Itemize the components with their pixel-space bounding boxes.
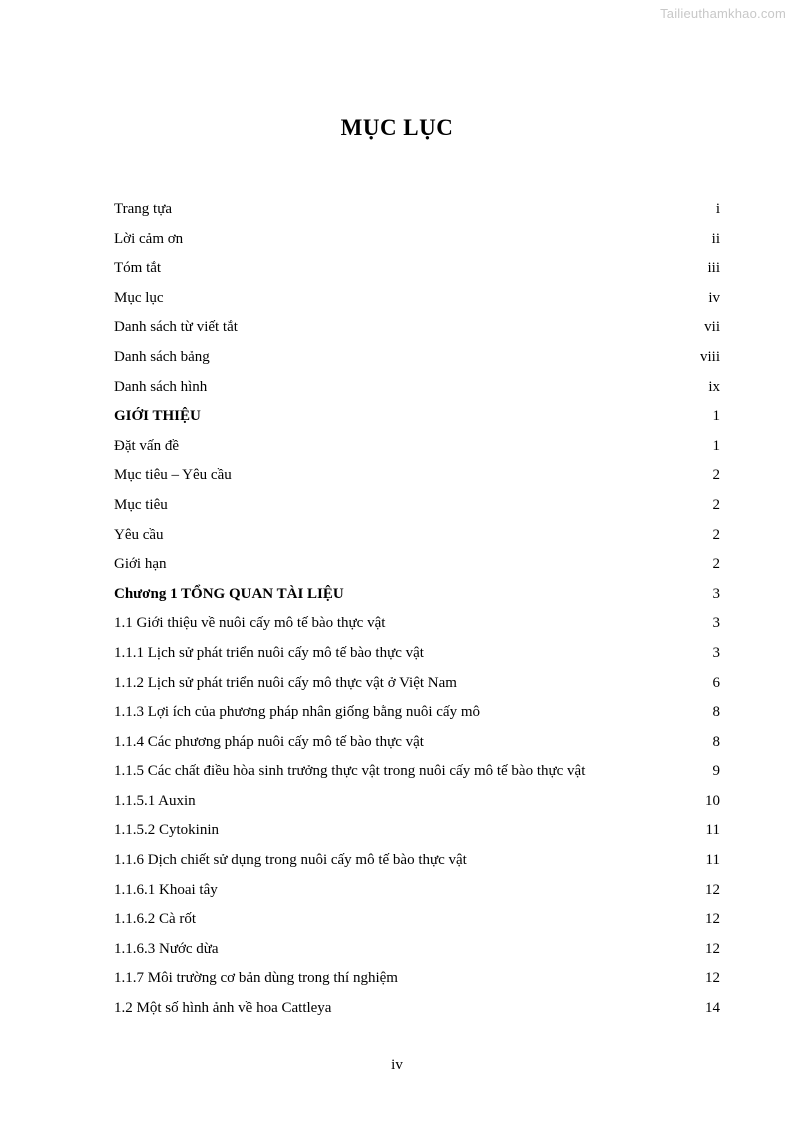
toc-entry-title: Danh sách bảng bbox=[114, 348, 210, 365]
toc-entry[interactable] bbox=[114, 550, 720, 580]
toc-entry-page: 6 bbox=[712, 674, 720, 691]
toc-entry-page: 8 bbox=[712, 704, 720, 721]
toc-entry-title: Mục lục bbox=[114, 289, 164, 306]
toc-entry-page: ii bbox=[711, 230, 720, 247]
toc-entry-title: Mục tiêu bbox=[114, 496, 168, 513]
toc-entry-page: 9 bbox=[712, 763, 720, 780]
toc-entry-page: 2 bbox=[712, 526, 720, 543]
toc-entry[interactable] bbox=[114, 876, 720, 906]
toc-entry-title: Chương 1 TỔNG QUAN TÀI LIỆU bbox=[114, 585, 344, 602]
toc-entry-page: 10 bbox=[705, 792, 720, 809]
toc-entry-title: Danh sách hình bbox=[114, 378, 208, 395]
toc-entry-title: 1.1.5 Các chất điều hòa sinh trưởng thực vật trong nuôi cấy mô tế bào thực vật bbox=[114, 763, 586, 780]
toc-entry-page: iv bbox=[708, 289, 720, 306]
toc-entry-title: 1.1.5.1 Auxin bbox=[114, 792, 196, 809]
toc-entry[interactable] bbox=[114, 816, 720, 846]
toc-entry-title: 1.1.4 Các phương pháp nuôi cấy mô tế bào thực vật bbox=[114, 733, 424, 750]
toc-entry-page: 12 bbox=[705, 940, 720, 957]
toc-entry-title: 1.1.1 Lịch sử phát triển nuôi cấy mô tế bào thực vật bbox=[114, 644, 424, 661]
toc-entry-page: 12 bbox=[705, 881, 720, 898]
toc-entry-page: 2 bbox=[712, 556, 720, 573]
toc-entry[interactable] bbox=[114, 373, 720, 403]
toc-entry-page: ix bbox=[708, 378, 720, 395]
toc-entry[interactable] bbox=[114, 964, 720, 994]
toc-entry-page: i bbox=[715, 201, 720, 217]
toc-entry-title: Danh sách từ viết tắt bbox=[114, 319, 238, 336]
toc-entry-title: Trang tựa bbox=[114, 201, 172, 217]
toc-entry[interactable] bbox=[114, 905, 720, 935]
toc-entry[interactable] bbox=[114, 402, 720, 432]
toc-entry-page: vii bbox=[704, 319, 720, 336]
toc-entry-title: GIỚI THIỆU bbox=[114, 408, 201, 425]
toc-entry-page: 1 bbox=[712, 408, 720, 425]
toc-entry-page: iii bbox=[707, 260, 720, 277]
toc-entry[interactable] bbox=[114, 787, 720, 817]
toc-entry-title: 1.1.5.2 Cytokinin bbox=[114, 822, 220, 839]
toc-entry-page: 8 bbox=[712, 733, 720, 750]
toc-entry-page: 3 bbox=[712, 615, 720, 632]
toc-entry-page: 3 bbox=[712, 644, 720, 661]
toc-entry[interactable] bbox=[114, 195, 720, 225]
toc-entry[interactable] bbox=[114, 669, 720, 699]
toc-entry[interactable] bbox=[114, 254, 720, 284]
toc-entry-title: 1.2 Một số hình ảnh về hoa Cattleya bbox=[114, 1000, 332, 1017]
toc-entry[interactable] bbox=[114, 343, 720, 373]
toc-entry-title: Mục tiêu – Yêu cầu bbox=[114, 467, 232, 484]
toc-entry-page: 2 bbox=[712, 467, 720, 484]
toc-entry[interactable] bbox=[114, 432, 720, 462]
toc-entry[interactable] bbox=[114, 225, 720, 255]
toc-entry-title: Lời cảm ơn bbox=[114, 230, 184, 247]
toc-entry-title: 1.1.6.3 Nước dừa bbox=[114, 940, 219, 957]
toc-entry[interactable] bbox=[114, 728, 720, 758]
toc-entry[interactable] bbox=[114, 284, 720, 314]
toc-entry[interactable] bbox=[114, 521, 720, 551]
toc-entry-page: 14 bbox=[705, 1000, 720, 1017]
toc-entry[interactable] bbox=[114, 639, 720, 669]
toc-entry[interactable] bbox=[114, 935, 720, 965]
toc-entry-title: 1.1.3 Lợi ích của phương pháp nhân giống bằng nuôi cấy mô bbox=[114, 704, 481, 721]
toc-entry-title: Giới hạn bbox=[114, 556, 167, 573]
toc-entry[interactable] bbox=[114, 609, 720, 639]
toc-entry-title: 1.1.6 Dịch chiết sử dụng trong nuôi cấy mô tế bào thực vật bbox=[114, 852, 467, 869]
toc-entry-page: 12 bbox=[705, 911, 720, 928]
toc-entry[interactable] bbox=[114, 580, 720, 610]
toc-entry-title: 1.1.2 Lịch sử phát triển nuôi cấy mô thực vật ở Việt Nam bbox=[114, 674, 457, 691]
toc-entry-title: Tóm tắt bbox=[114, 260, 162, 277]
toc-entry[interactable] bbox=[114, 698, 720, 728]
toc-entry-title: Yêu cầu bbox=[114, 526, 164, 543]
toc-entry-page: viii bbox=[699, 348, 720, 365]
toc-entry-page: 12 bbox=[705, 970, 720, 987]
toc-entry[interactable] bbox=[114, 491, 720, 521]
toc-entry-title: Đặt vấn đề bbox=[114, 437, 179, 454]
toc-entry[interactable] bbox=[114, 757, 720, 787]
toc-entry-page: 3 bbox=[712, 585, 720, 602]
toc-entry-title: 1.1.7 Môi trường cơ bản dùng trong thí nghiệm bbox=[114, 970, 398, 987]
toc-entry[interactable] bbox=[114, 313, 720, 343]
toc-entry[interactable] bbox=[114, 994, 720, 1024]
toc-entry-page: 1 bbox=[712, 437, 720, 454]
toc-entry-page: 11 bbox=[705, 852, 720, 869]
page-number: iv bbox=[391, 1057, 403, 1073]
page-title: MỤC LỤC bbox=[340, 115, 454, 140]
watermark: Tailieuthamkhao.com bbox=[660, 6, 786, 21]
toc-entry[interactable] bbox=[114, 461, 720, 491]
toc-entry-title: 1.1.6.1 Khoai tây bbox=[114, 881, 218, 898]
toc-entry-title: 1.1.6.2 Cà rốt bbox=[114, 911, 197, 928]
toc-entry-page: 2 bbox=[712, 496, 720, 513]
toc-entry-title: 1.1 Giới thiệu về nuôi cấy mô tế bào thực vật bbox=[114, 615, 386, 632]
toc-entry[interactable] bbox=[114, 846, 720, 876]
toc-entry-page: 11 bbox=[705, 822, 720, 839]
table-of-contents bbox=[114, 195, 720, 1024]
